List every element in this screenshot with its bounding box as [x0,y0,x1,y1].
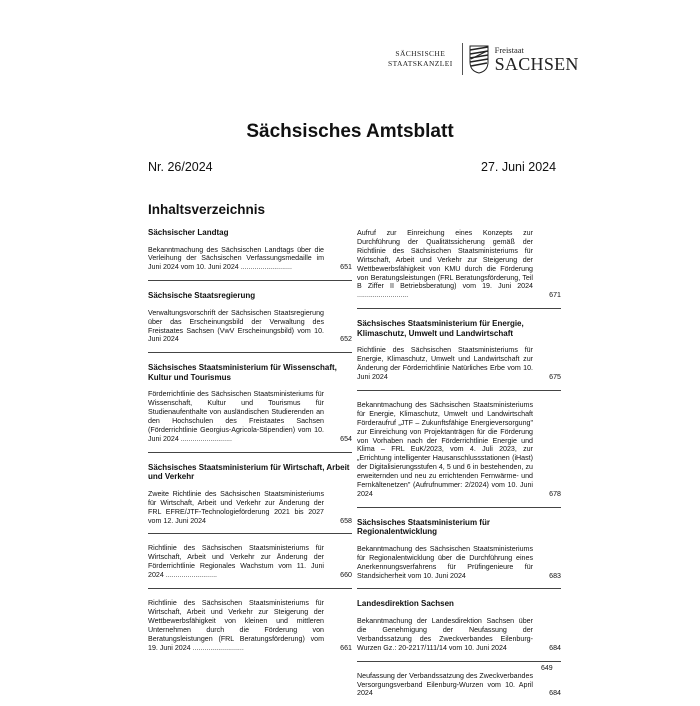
logo-divider [462,43,463,75]
entry-text: Bekanntmachung des Sächsischen Landtags über die Verleihung der Sächsischen Verfassungsmedaille im Juni 2024 vom 10. Juni 2024 [148,245,324,272]
entry-page: 684 [549,689,561,698]
entry-divider [148,588,352,589]
entry-text: Richtlinie des Sächsischen Staatsministeriums für Wirtschaft, Arbeit und Verkehr zur Steigerung der Wettbewerbsfähigkeit von kleinen und mittleren Unternehmen durch die Förderung von Beratungsleistungen (FRL Beratungsförderung) vom 19. Juni 2024 [148,599,324,652]
entry-text: Richtlinie des Sächsischen Staatsministeriums für Wirtschaft, Arbeit und Verkehr zur Änderung der Förderrichtlinie Regionales Wachstum vom 11. Juni 2024 [148,544,324,580]
section-divider [148,452,352,453]
leader-dots: .......................... [165,571,218,580]
toc-entry[interactable] [148,490,352,526]
entry-page: 660 [340,571,352,580]
section-heading: Sächsisches Staatsministerium für Wissenschaft, Kultur und Tourismus [148,363,337,382]
entry-text: Bekanntmachung des Sächsischen Staatsministeriums für Energie, Klimaschutz, Umwelt und Landwirtschaft Förderaufruf „JTF – Zukunftsfähige Energieversorgung" zur Einreichung von Projektanträgen für die Förderung von Vorhaben nach der Förderrichtlinie Energie und Klima – FRL EuK/2023, vom 4. Juli 2023, zur „Errichtung intelligenter Hausanschlussstationen (iHast) der Digitalisierungsstufen 4, 5 und 6 in bestehenden, zu erweiternden und neu zu errichtenden Fernwärme- und Fernkältenetzen" (Aufrufnummer: 2/2024) vom 10. Juni 2024 [357,400,533,498]
section-divider [357,588,561,589]
freistaat-sachsen-wordmark [495,45,579,73]
toc-right-column [357,229,561,706]
entry-page: 652 [340,335,352,344]
section-heading: Sächsischer Landtag [148,228,229,237]
leader-dots: .......................... [240,263,292,272]
toc-entry[interactable] [148,390,352,443]
entry-page: 651 [340,263,352,272]
issue-date: 27. Juni 2024 [481,160,557,174]
leader-dots: .......................... [180,434,232,443]
sachsen-label: SACHSEN [494,54,579,74]
freistaat-label: Freistaat [494,45,524,55]
entry-text: Aufruf zur Einreichung eines Konzepts zur Durchführung der Qualitätssicherung gemäß der Richtlinie des Sächsischen Staatsministeriums für Wirtschaft, Arbeit und Verkehr zur Steigerung der Wettbewerbsfähigkeit von KMU durch die Förderung von Beratungsleistungen (FRL Beratungsförderung, Teil B Ziffer II Betriebsberatung) vom 19. Juni 2024 [357,229,533,291]
document-title: Sächsisches Amtsblatt [246,121,454,142]
toc-entry[interactable] [148,309,352,345]
header-logo [388,42,579,76]
section-heading: Landesdirektion Sachsen [357,599,454,609]
kanzlei-line-1: SÄCHSISCHE [395,49,446,58]
kanzlei-line-2: STAATSKANZLEI [388,59,453,68]
entry-page: 683 [549,571,561,580]
leader-dots: .......................... [357,291,409,300]
entry-text: Bekanntmachung der Landesdirektion Sachsen über die Genehmigung der Neufassung der Verbandssatzung des Zweckverbandes Eilenburg-Wurzen Gz.: 20-2217/111/14 vom 10. Juni 2024 [357,616,533,652]
saxony-coat-of-arms-icon [469,44,489,74]
toc-left-column [148,228,352,660]
section-heading: Sächsische Staatsregierung [148,291,256,301]
section-heading: Sächsisches Staatsministerium für Regionalentwicklung [357,517,490,537]
section-heading: Sächsisches Staatsministerium für Wirtschaft, Arbeit und Verkehr [148,462,350,482]
issue-number: Nr. 26/2024 [148,160,213,174]
entry-divider [357,390,561,391]
page-number: 649 [541,665,553,672]
entry-text: Bekanntmachung des Sächsischen Staatsministeriums für Regionalentwicklung über die Durchführung eines Anerkennungsverfahrens für Prüfingenieure für Standsicherheit vom 10. Juni 2024 [357,544,533,580]
section-divider [357,308,561,309]
entry-page: 654 [340,434,352,443]
leader-dots: .......................... [192,643,244,652]
entry-text: Verwaltungsvorschrift der Sächsischen Staatsregierung über das Erscheinungsbild der Verwaltung des Freistaates Sachsen (VwV Erscheinungsbild) vom 10. Juni 2024 [148,308,324,344]
entry-page: 671 [549,291,561,300]
entry-text: Richtlinie des Sächsischen Staatsministeriums für Energie, Klimaschutz, Umwelt und Landwirtschaft zur Änderung der Förderrichtlinie Natürliches Erbe vom 10. Juni 2024 [357,346,533,381]
toc-entry[interactable] [357,401,561,499]
toc-entry[interactable] [357,545,561,581]
toc-entry[interactable] [357,229,561,300]
entry-page: 684 [549,643,561,652]
entry-divider [357,661,561,662]
toc-entry[interactable] [357,617,561,653]
entry-text: Zweite Richtlinie des Sächsischen Staatsministeriums für Wirtschaft, Arbeit und Verkehr zur Änderung der FRL EFRE/JTF-Technologieförderung 2021 bis 2027 vom 12. Juni 2024 [148,489,324,525]
entry-page: 675 [549,372,561,381]
staatskanzlei-wordmark [388,49,453,69]
entry-text: Neufassung der Verbandssatzung des Zweckverbandes Versorgungsverband Eilenburg-Wurzen vom 10. April 2024 [357,671,533,698]
entry-text: Förderrichtlinie des Sächsischen Staatsministeriums für Wissenschaft, Kultur und Tourismus für Studienaufenthalte von ausländischen Studierenden an den Hochschulen des Freistaates Sachsen (Förderrichtlinie Georgius-Agricola-Stipendien) vom 10. Juni 2024 [148,390,324,443]
entry-page: 658 [340,516,352,525]
toc-entry[interactable] [148,246,352,273]
section-heading: Sächsisches Staatsministerium für Energie, Klimaschutz, Umwelt und Landwirtschaft [357,319,524,338]
entry-page: 661 [340,643,352,652]
section-divider [148,280,352,281]
toc-entry[interactable] [357,346,561,382]
section-divider [148,352,352,353]
toc-entry[interactable] [357,672,561,699]
toc-heading: Inhaltsverzeichnis [148,202,266,217]
entry-divider [148,533,352,534]
toc-entry[interactable] [148,544,352,580]
toc-entry[interactable] [148,599,352,652]
section-divider [357,507,561,508]
entry-page: 678 [549,489,561,498]
